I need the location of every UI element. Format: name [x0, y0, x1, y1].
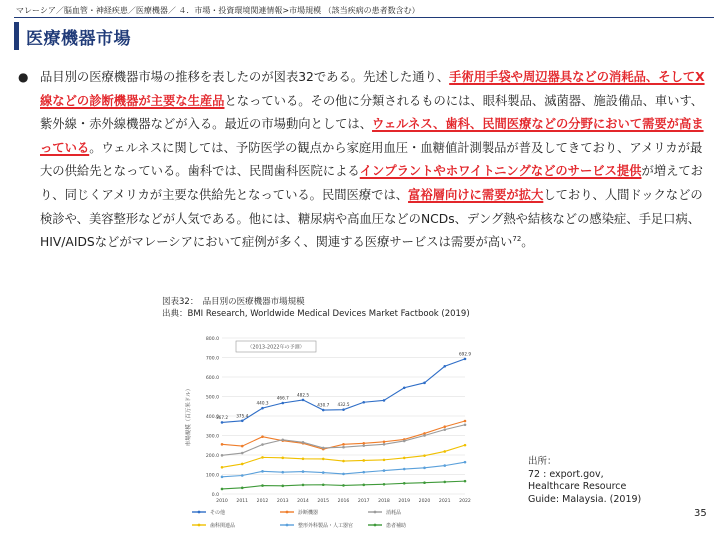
figure-source: 出典：BMI Research, Worldwide Medical Devices Market Factbook (2019)	[162, 309, 470, 319]
data-point	[423, 454, 426, 457]
x-tick-label: 2022	[459, 499, 471, 504]
legend-marker	[374, 511, 377, 514]
segment: 品目別の医療機器市場の推移を表したのが図表32である。先述した通り、	[40, 70, 450, 84]
x-tick-label: 2017	[357, 499, 370, 504]
series-line	[222, 425, 465, 456]
data-point	[241, 445, 244, 448]
data-label: 466.7	[276, 395, 289, 401]
y-tick-label: 700.0	[205, 356, 219, 362]
note-line: 72 : export.gov,	[528, 468, 604, 480]
data-point	[403, 468, 406, 471]
data-point	[383, 399, 386, 402]
data-point	[241, 452, 244, 455]
data-label: 367.2	[216, 414, 228, 420]
chart-container	[180, 330, 475, 540]
data-point	[281, 438, 284, 441]
data-point	[261, 470, 264, 473]
data-point	[362, 484, 365, 487]
data-point	[443, 450, 446, 453]
x-tick-label: 2011	[236, 499, 249, 504]
note-line: Guide: Malaysia. (2019)	[528, 493, 642, 505]
data-point	[322, 409, 325, 412]
data-point	[221, 443, 224, 446]
data-point	[362, 471, 365, 474]
data-point	[281, 471, 284, 474]
data-point	[342, 446, 345, 449]
data-point	[342, 443, 345, 446]
highlight: インプラントやホワイトニングなどのサービス提供	[359, 164, 642, 179]
data-point	[281, 402, 284, 405]
y-tick-label: 200.0	[205, 454, 219, 459]
data-label: 440.3	[256, 400, 269, 406]
data-point	[322, 483, 325, 486]
segment: 。ウェルネスに関しては、予防医学の観点から家庭用血圧・血糖値計測製品が普及してきており、アメリカが最大の供給先となっている。歯科では、民間歯科医院による	[40, 140, 703, 179]
footnote-ref: 72	[512, 235, 522, 244]
data-label: 432.5	[337, 402, 350, 408]
highlight: ウェルネス、歯科、民間医療などの分野において需要が高まっている	[40, 117, 704, 155]
legend-label: その他	[210, 510, 226, 516]
data-point	[221, 476, 224, 479]
data-point	[342, 473, 345, 476]
data-point	[464, 444, 467, 447]
legend-label: 患者補助	[386, 523, 407, 529]
data-point	[403, 457, 406, 460]
data-point	[342, 460, 345, 463]
y-tick-label: 0.0	[211, 493, 219, 498]
legend-marker	[286, 511, 289, 514]
data-point	[281, 485, 284, 488]
breadcrumb: マレーシア／脳血管・神経疾患／医療機器／ ４．市場・投資環境関連情報>市場規模 （該当疾病の患者数含む）	[16, 6, 420, 15]
source-notes	[528, 456, 641, 506]
x-tick-label: 2015	[317, 499, 330, 504]
data-point	[383, 459, 386, 462]
data-point	[403, 386, 406, 389]
legend-label: 整形外科製品・人工器官	[298, 523, 354, 529]
legend-marker	[198, 524, 201, 527]
data-point	[241, 487, 244, 490]
data-label: 375.4	[236, 413, 249, 419]
y-tick-label: 500.0	[205, 395, 219, 401]
data-point	[302, 484, 305, 487]
data-point	[302, 457, 305, 460]
highlight: 富裕層向けに需要が拡大	[408, 187, 544, 202]
data-point	[464, 358, 467, 361]
legend-marker	[286, 524, 289, 527]
x-tick-label: 2012	[256, 499, 269, 504]
bullet-icon: ●	[18, 70, 29, 84]
data-point	[261, 456, 264, 459]
inner-label: （2013-2022年の予測）	[247, 344, 305, 351]
data-point	[443, 481, 446, 484]
x-tick-label: 2019	[398, 499, 411, 504]
data-point	[443, 464, 446, 467]
data-point	[322, 447, 325, 450]
y-axis-label: 市場規模（百万米ドル）	[186, 385, 192, 447]
data-point	[464, 423, 467, 426]
data-point	[362, 401, 365, 404]
data-point	[423, 382, 426, 385]
data-point	[221, 466, 224, 469]
data-point	[443, 425, 446, 428]
legend-label: 消耗品	[386, 510, 402, 516]
data-point	[362, 442, 365, 445]
header-bar	[14, 5, 714, 18]
data-point	[302, 441, 305, 444]
legend-label: 診断機器	[298, 510, 319, 516]
note-line: 出所：	[528, 456, 557, 467]
data-point	[342, 484, 345, 487]
data-point	[241, 474, 244, 477]
data-point	[261, 435, 264, 438]
y-tick-label: 600.0	[205, 376, 219, 381]
data-point	[464, 461, 467, 464]
body-paragraph	[18, 66, 710, 255]
segment-end: 。	[521, 235, 534, 250]
segment: となっている。その他に分類されるものには、眼科製品、滅菌器、施設備品、車いす、紫外線・赤外線機器などが入る。最近の市場動向としては、	[40, 93, 704, 132]
data-point	[383, 483, 386, 486]
data-label: 482.5	[297, 392, 309, 398]
figure-caption: 図表32： 品目別の医療機器市場規模	[162, 297, 305, 307]
legend-marker	[374, 524, 377, 527]
page-title: 医療機器市場	[26, 29, 131, 49]
data-point	[261, 407, 264, 410]
data-point	[261, 443, 264, 446]
data-point	[362, 459, 365, 462]
title-accent-bar	[14, 22, 19, 50]
data-point	[464, 480, 467, 483]
note-line: Healthcare Resource	[528, 481, 627, 492]
x-tick-label: 2010	[216, 499, 228, 504]
data-point	[261, 484, 264, 487]
x-tick-label: 2014	[297, 499, 309, 504]
data-point	[241, 419, 244, 422]
data-point	[362, 444, 365, 447]
y-tick-label: 800.0	[205, 337, 219, 342]
series-line	[222, 359, 465, 423]
data-point	[221, 421, 224, 424]
line-chart	[180, 330, 475, 540]
data-label: 692.9	[459, 351, 471, 357]
data-point	[423, 481, 426, 484]
y-tick-label: 400.0	[205, 415, 219, 420]
x-tick-label: 2020	[418, 499, 431, 504]
legend-label: 歯科関連品	[210, 523, 236, 529]
x-tick-label: 2018	[378, 499, 390, 504]
data-point	[281, 457, 284, 460]
data-point	[241, 463, 244, 466]
data-point	[423, 467, 426, 470]
data-point	[302, 399, 305, 402]
data-point	[322, 458, 325, 461]
data-point	[383, 440, 386, 443]
data-point	[221, 488, 224, 491]
highlight: 手術用手袋や周辺器具などの消耗品、そしてX線などの診断機器が主要な生産品	[40, 70, 705, 108]
x-tick-label: 2021	[438, 499, 451, 504]
page-number: 35	[694, 508, 707, 519]
y-tick-label: 300.0	[205, 434, 219, 440]
x-tick-label: 2016	[337, 499, 350, 504]
y-tick-label: 100.0	[205, 473, 219, 479]
data-point	[464, 420, 467, 423]
data-point	[443, 428, 446, 431]
data-point	[423, 434, 426, 437]
paragraph-text	[40, 66, 710, 255]
segment: が増えており、同じくアメリカが主要な供給先となっている。民間医療では、	[40, 164, 703, 202]
data-point	[403, 440, 406, 443]
data-label: 430.7	[317, 402, 330, 408]
data-point	[403, 482, 406, 485]
data-point	[322, 471, 325, 474]
data-point	[383, 443, 386, 446]
data-point	[342, 408, 345, 411]
data-point	[221, 454, 224, 457]
data-point	[383, 469, 386, 472]
x-tick-label: 2013	[276, 499, 289, 504]
legend-marker	[198, 511, 201, 514]
data-point	[302, 470, 305, 473]
segment: しており、人間ドックなどの検診や、美容整形などが人気である。他には、糖尿病や高血圧などのNCDs、デング熱や結核などの感染症、手足口病、HIV/AIDSなどがマレーシアにおいて症例が多く、関連する医療サービスは需要が高い	[40, 187, 703, 250]
data-point	[443, 365, 446, 368]
